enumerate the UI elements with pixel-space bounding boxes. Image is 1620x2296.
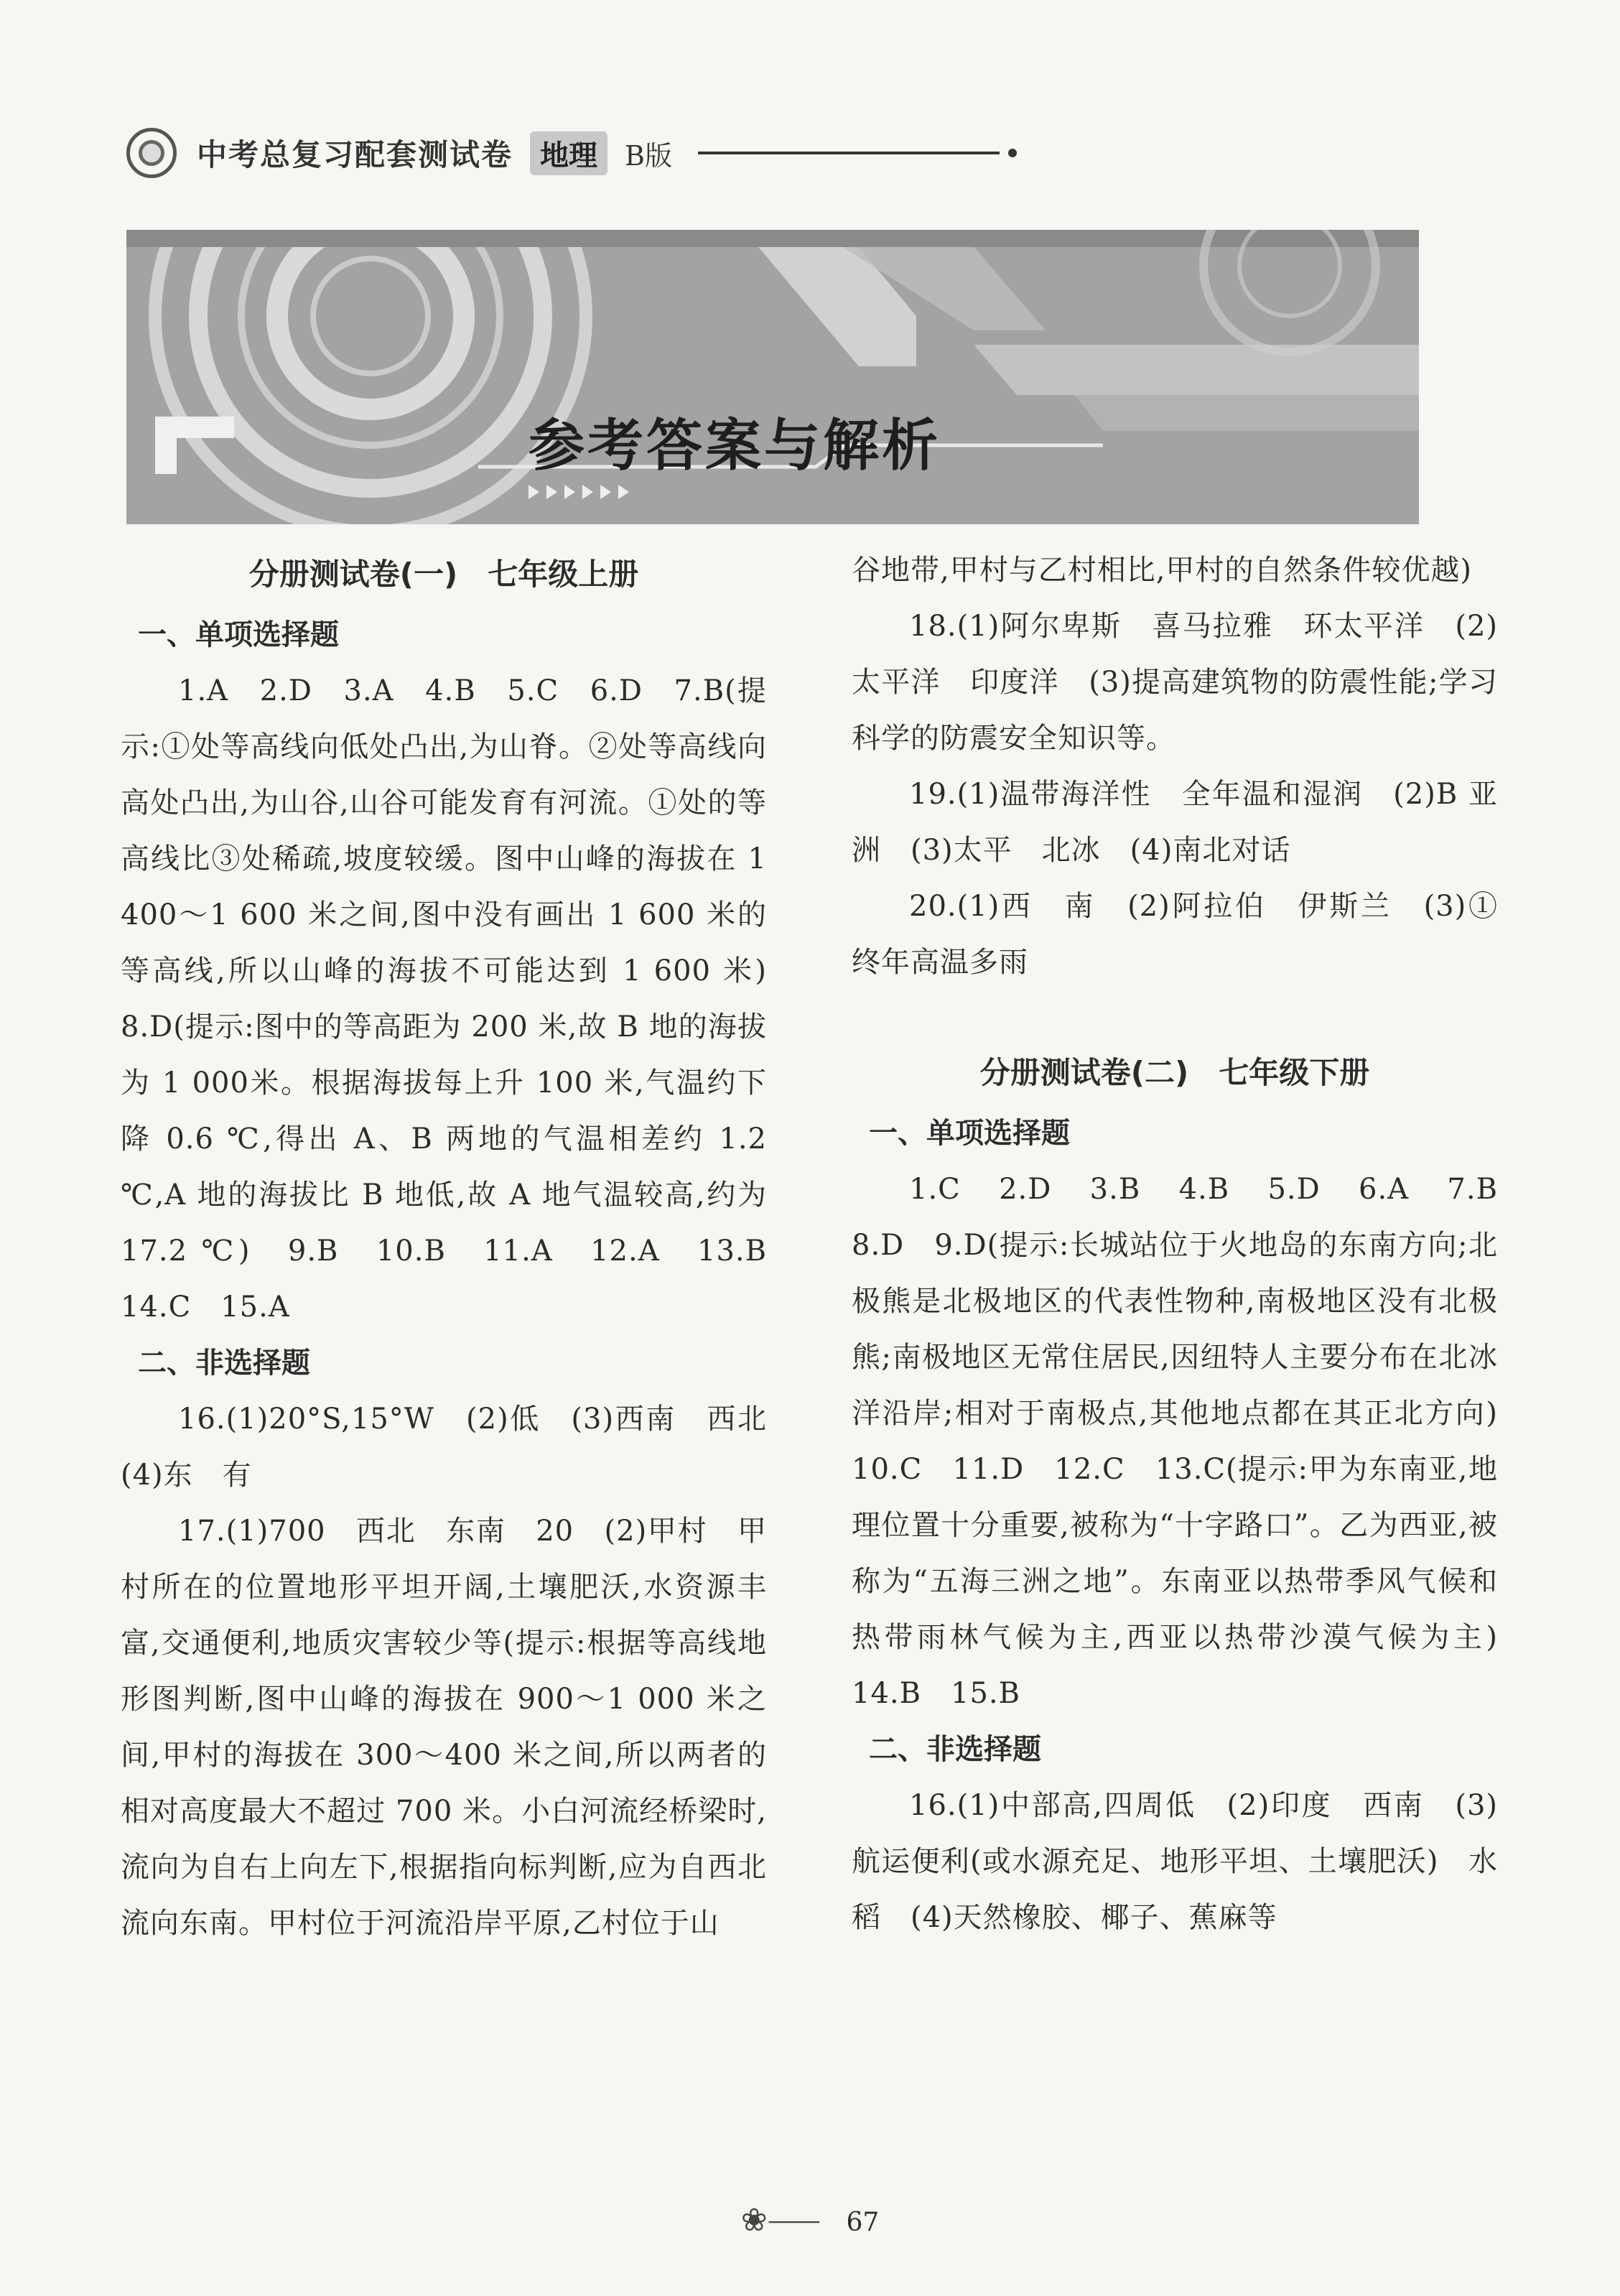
- page-footer: [0, 2194, 1620, 2240]
- section-title: 分册测试卷(一) 七年级上册: [248, 557, 639, 592]
- right-column: [852, 542, 1527, 1946]
- answer-paragraph: 16.(1)20°S,15°W (2)低 (3)西南 西北 (4)东 有: [121, 1403, 796, 1492]
- edition-label: B版: [625, 139, 672, 172]
- page-number: 67: [846, 2208, 880, 2237]
- subsection-title: 一、单项选择题: [869, 1117, 1070, 1150]
- answer-paragraph: 18.(1)阿尔卑斯 喜马拉雅 环太平洋 (2)太平洋 印度洋 (3)提高建筑物的防震性能;学习科学的防震安全知识等。: [852, 610, 1498, 755]
- book-title: 中考总复习配套测试卷: [197, 137, 513, 172]
- subsection-title: 二、非选择题: [138, 1347, 310, 1380]
- answer-paragraph: 17.(1)700 西北 东南 20 (2)甲村 甲村所在的位置地形平坦开阔,土壤肥沃,水资源丰富,交通便利,地质灾害较少等(提示:根据等高线地形图判断,图中山峰的海拔在 900～1 000 米之间,甲村的海拔在 300～400 米之间,所以两者的相对高度最大不超过 700 米。小白河流经桥梁时,流向为自右上向左下,根据指向标判断,应为自西北流向东南。甲村位于河流沿岸平原,乙村位于山: [121, 1515, 767, 1940]
- answer-paragraph: 19.(1)温带海洋性 全年温和湿润 (2)B 亚洲 (3)太平 北冰 (4)南北对话: [852, 778, 1498, 867]
- subsection-title: 一、单项选择题: [138, 618, 339, 651]
- book-logo-icon: [126, 128, 177, 178]
- answer-paragraph: 1.C 2.D 3.B 4.B 5.D 6.A 7.B 8.D 9.D(提示:长城站位于火地岛的东南方向;北极熊是北极地区的代表性物种,南极地区没有北极熊;南极地区无常住居民,因纽特人主要分布在北冰洋沿岸;相对于南极点,其他地点都在其正北方向) 10.C 11.D 12.C 13.C(提示:甲为东南亚,地理位置十分重要,被称为“十字路口”。乙为西亚,被称为“五海三洲之地”。东南亚以热带季风气候和热带雨林气候为主,西亚以热带沙漠气候为主) 14.B 15.B: [852, 1173, 1527, 1710]
- answer-paragraph: 20.(1)西 南 (2)阿拉伯 伊斯兰 (3)① 终年高温多雨: [852, 890, 1527, 979]
- banner-title: 参考答案与解析: [529, 414, 941, 478]
- answer-paragraph: 16.(1)中部高,四周低 (2)印度 西南 (3)航运便利(或水源充足、地形平坦、土壤肥沃) 水稻 (4)天然橡胶、椰子、蕉麻等: [852, 1789, 1498, 1934]
- flower-ornament-icon: ❀⸺: [740, 2202, 821, 2239]
- section-title: 分册测试卷(二) 七年级下册: [979, 1055, 1370, 1090]
- subsection-title: 二、非选择题: [869, 1733, 1041, 1766]
- left-column: [121, 542, 796, 1951]
- subject-badge: 地理: [530, 131, 608, 175]
- header-rule: [698, 149, 1017, 157]
- page-header: [126, 121, 1017, 185]
- answer-banner: [126, 230, 1419, 524]
- answer-paragraph: 谷地带,甲村与乙村相比,甲村的自然条件较优越): [852, 554, 1473, 587]
- answer-paragraph: 1.A 2.D 3.A 4.B 5.C 6.D 7.B(提示:①处等高线向低处凸出,为山脊。②处等高线向高处凸出,为山谷,山谷可能发育有河流。①处的等高线比③处稀疏,坡度较缓。图中山峰的海拔在 1 400～1 600 米之间,图中没有画出 1 600 米的等高线,所以山峰的海拔不可能达到 1 600 米) 8.D(提示:图中的等高距为 200 米,故 B 地的海拔为 1 000米。根据海拔每上升 100 米,气温约下降 0.6 ℃,得出 A、B 两地的气温相差约 1.2 ℃,A 地的海拔比 B 地低,故 A 地气温较高,约为 17.2 ℃) 9.B 10.B 11.A 12.A 13.B 14.C 15.A: [121, 674, 796, 1324]
